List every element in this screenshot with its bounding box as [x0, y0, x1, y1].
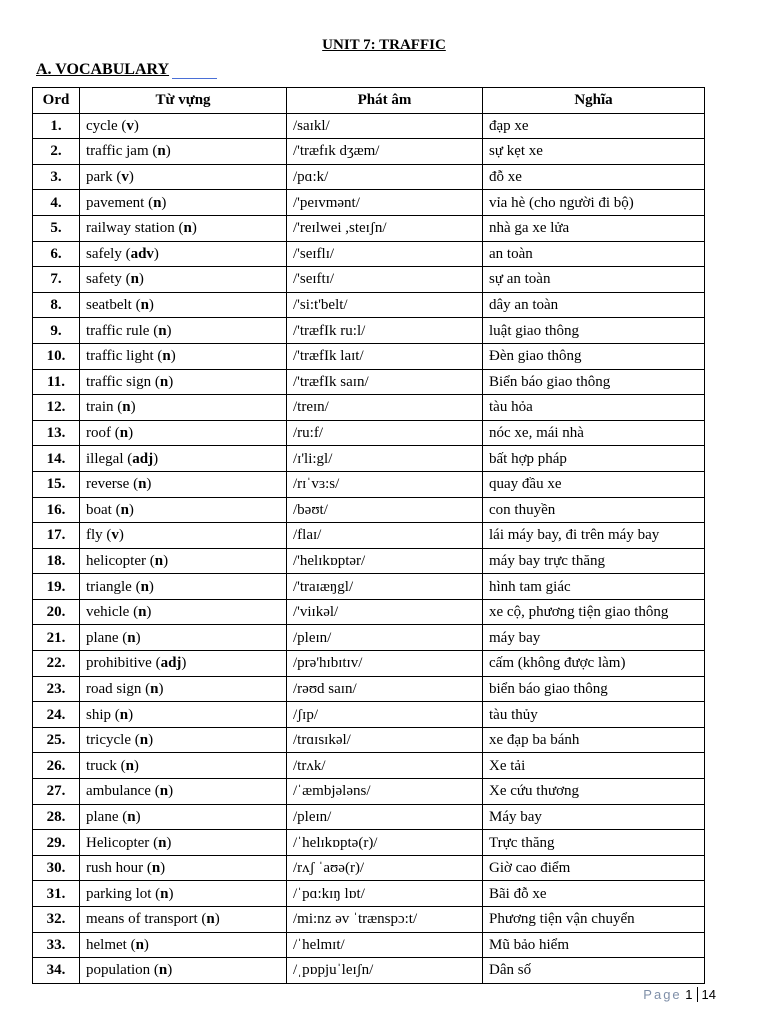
header-word: Từ vựng	[80, 88, 287, 114]
row-word: traffic rule (n)	[80, 318, 287, 344]
part-of-speech: n	[158, 834, 167, 851]
row-word: park (v)	[80, 164, 287, 190]
row-word: helicopter (n)	[80, 548, 287, 574]
table-row	[33, 420, 705, 446]
word-text: fly	[86, 527, 103, 544]
row-pronunciation: /ʃɪp/	[287, 702, 483, 728]
row-ord: 21.	[33, 625, 80, 651]
row-meaning: xe đạp ba bánh	[483, 727, 705, 753]
part-of-speech: n	[127, 629, 136, 646]
row-word: railway station (n)	[80, 215, 287, 241]
table-row	[33, 395, 705, 421]
row-meaning: Xe cứu thương	[483, 779, 705, 805]
vocabulary-table-body	[33, 113, 705, 983]
row-pronunciation: /ru:f/	[287, 420, 483, 446]
word-text: railway station	[86, 220, 175, 237]
row-pronunciation: /rʌʃ ˈaʊə(r)/	[287, 855, 483, 881]
word-text: population	[86, 962, 151, 979]
word-text: cycle	[86, 117, 118, 134]
part-of-speech: n	[138, 604, 147, 621]
table-row	[33, 753, 705, 779]
row-pronunciation: /'træfɪk dʒæm/	[287, 139, 483, 165]
table-row	[33, 599, 705, 625]
row-pronunciation: /ˌpɒpjuˈleɪʃn/	[287, 958, 483, 984]
section-heading: A. VOCABULARY	[36, 61, 170, 78]
row-meaning: Mũ bảo hiểm	[483, 932, 705, 958]
row-word: pavement (n)	[80, 190, 287, 216]
row-ord: 8.	[33, 292, 80, 318]
table-row	[33, 113, 705, 139]
part-of-speech: n	[151, 860, 161, 877]
word-text: prohibitive	[86, 655, 152, 672]
row-word: plane (n)	[80, 625, 287, 651]
row-ord: 22.	[33, 651, 80, 677]
part-of-speech: n	[125, 757, 134, 774]
row-word: parking lot (n)	[80, 881, 287, 907]
table-row	[33, 548, 705, 574]
row-ord: 3.	[33, 164, 80, 190]
row-meaning: Máy bay	[483, 804, 705, 830]
row-ord: 30.	[33, 855, 80, 881]
row-ord: 28.	[33, 804, 80, 830]
row-word: rush hour (n)	[80, 855, 287, 881]
row-meaning: sự an toàn	[483, 267, 705, 293]
row-word: fly (v)	[80, 523, 287, 549]
word-text: helicopter	[86, 552, 146, 569]
word-text: train	[86, 399, 114, 416]
row-word: tricycle (n)	[80, 727, 287, 753]
row-pronunciation: /pleɪn/	[287, 625, 483, 651]
table-row	[33, 164, 705, 190]
part-of-speech: n	[183, 220, 192, 237]
row-pronunciation: /'viɪkəl/	[287, 599, 483, 625]
row-meaning: cấm (không được làm)	[483, 651, 705, 677]
row-word: Helicopter (n)	[80, 830, 287, 856]
part-of-speech: n	[159, 783, 169, 800]
word-text: ship	[86, 706, 112, 723]
header-ord: Ord	[33, 88, 80, 114]
row-pronunciation: /'traɪæŋgl/	[287, 574, 483, 600]
row-meaning: xe cộ, phương tiện giao thông	[483, 599, 705, 625]
word-text: park	[86, 169, 113, 186]
part-of-speech: n	[130, 271, 139, 288]
row-ord: 16.	[33, 497, 80, 523]
row-meaning: lái máy bay, đi trên máy bay	[483, 523, 705, 549]
row-word: traffic jam (n)	[80, 139, 287, 165]
row-pronunciation: /ˈpɑ:kɪŋ lɒt/	[287, 881, 483, 907]
row-meaning: hình tam giác	[483, 574, 705, 600]
row-meaning: Bãi đỗ xe	[483, 881, 705, 907]
word-text: traffic sign	[86, 373, 152, 390]
row-ord: 26.	[33, 753, 80, 779]
table-row	[33, 907, 705, 933]
row-pronunciation: /'peɪvmənt/	[287, 190, 483, 216]
part-of-speech: n	[157, 143, 166, 160]
row-meaning: đỗ xe	[483, 164, 705, 190]
row-meaning: an toàn	[483, 241, 705, 267]
vocabulary-table	[32, 87, 705, 984]
row-ord: 17.	[33, 523, 80, 549]
row-word: truck (n)	[80, 753, 287, 779]
row-pronunciation: /bəʊt/	[287, 497, 483, 523]
word-text: pavement	[86, 194, 145, 211]
row-word: triangle (n)	[80, 574, 287, 600]
part-of-speech: n	[127, 808, 136, 825]
row-ord: 25.	[33, 727, 80, 753]
row-word: safely (adv)	[80, 241, 287, 267]
word-text: parking lot	[86, 885, 152, 902]
part-of-speech: n	[153, 194, 162, 211]
table-row	[33, 779, 705, 805]
row-pronunciation: /'si:t'belt/	[287, 292, 483, 318]
row-meaning: tàu hỏa	[483, 395, 705, 421]
word-text: roof	[86, 425, 111, 442]
section-underline	[172, 78, 217, 79]
page-label: Page	[643, 987, 682, 1002]
row-ord: 34.	[33, 958, 80, 984]
part-of-speech: n	[158, 322, 167, 339]
page-footer	[643, 987, 716, 1002]
row-pronunciation: /'seɪflɪ/	[287, 241, 483, 267]
row-ord: 7.	[33, 267, 80, 293]
table-row	[33, 727, 705, 753]
part-of-speech: n	[154, 552, 164, 569]
row-word: prohibitive (adj)	[80, 651, 287, 677]
part-of-speech: n	[122, 399, 131, 416]
part-of-speech: n	[140, 297, 149, 314]
word-text: traffic rule	[86, 322, 150, 339]
row-meaning: Trực thăng	[483, 830, 705, 856]
row-word: vehicle (n)	[80, 599, 287, 625]
table-row	[33, 804, 705, 830]
word-text: road sign	[86, 680, 142, 697]
part-of-speech: n	[119, 425, 129, 442]
row-ord: 18.	[33, 548, 80, 574]
table-row	[33, 267, 705, 293]
word-text: rush hour	[86, 860, 144, 877]
word-text: plane	[86, 808, 119, 825]
table-row	[33, 574, 705, 600]
part-of-speech: n	[160, 885, 169, 902]
row-ord: 33.	[33, 932, 80, 958]
page-total: 14	[701, 987, 716, 1002]
row-ord: 23.	[33, 676, 80, 702]
table-row	[33, 471, 705, 497]
row-pronunciation: /rəʊd saɪn/	[287, 676, 483, 702]
row-word: traffic sign (n)	[80, 369, 287, 395]
row-ord: 9.	[33, 318, 80, 344]
row-meaning: Biển báo giao thông	[483, 369, 705, 395]
row-word: boat (n)	[80, 497, 287, 523]
part-of-speech: n	[120, 501, 129, 518]
row-meaning: con thuyền	[483, 497, 705, 523]
row-pronunciation: /ˈhelɪkɒptə(r)/	[287, 830, 483, 856]
row-ord: 19.	[33, 574, 80, 600]
row-word: helmet (n)	[80, 932, 287, 958]
row-meaning: nóc xe, mái nhà	[483, 420, 705, 446]
table-row	[33, 343, 705, 369]
word-text: seatbelt	[86, 297, 132, 314]
row-pronunciation: /rɪˈvɜ:s/	[287, 471, 483, 497]
row-word: plane (n)	[80, 804, 287, 830]
row-meaning: luật giao thông	[483, 318, 705, 344]
word-text: Helicopter	[86, 834, 150, 851]
part-of-speech: adv	[130, 245, 154, 262]
part-of-speech: n	[139, 732, 149, 749]
word-text: plane	[86, 629, 119, 646]
row-meaning: Giờ cao điểm	[483, 855, 705, 881]
part-of-speech: v	[111, 527, 119, 544]
row-ord: 11.	[33, 369, 80, 395]
row-pronunciation: /'træfIk laɪt/	[287, 343, 483, 369]
row-ord: 4.	[33, 190, 80, 216]
row-pronunciation: /ˈhelmɪt/	[287, 932, 483, 958]
part-of-speech: n	[119, 706, 129, 723]
row-word: seatbelt (n)	[80, 292, 287, 318]
row-pronunciation: /flaɪ/	[287, 523, 483, 549]
word-text: triangle	[86, 578, 132, 595]
row-ord: 6.	[33, 241, 80, 267]
word-text: illegal	[86, 450, 124, 467]
row-meaning: Phương tiện vận chuyển	[483, 907, 705, 933]
row-pronunciation: /'seɪftɪ/	[287, 267, 483, 293]
page-current: 1	[685, 987, 693, 1002]
part-of-speech: v	[121, 169, 129, 186]
row-word: ship (n)	[80, 702, 287, 728]
row-pronunciation: /'helɪkɒptər/	[287, 548, 483, 574]
row-ord: 29.	[33, 830, 80, 856]
word-text: vehicle	[86, 604, 130, 621]
table-row	[33, 292, 705, 318]
part-of-speech: n	[135, 936, 144, 953]
row-pronunciation: /ɪ'li:gl/	[287, 446, 483, 472]
row-meaning: tàu thủy	[483, 702, 705, 728]
row-word: cycle (v)	[80, 113, 287, 139]
header-meaning: Nghĩa	[483, 88, 705, 114]
row-pronunciation: /mi:nz əv ˈtrænspɔ:t/	[287, 907, 483, 933]
row-word: train (n)	[80, 395, 287, 421]
table-row	[33, 932, 705, 958]
row-word: ambulance (n)	[80, 779, 287, 805]
row-meaning: vỉa hè (cho người đi bộ)	[483, 190, 705, 216]
table-header-row	[33, 88, 705, 114]
part-of-speech: n	[162, 348, 171, 365]
table-row	[33, 651, 705, 677]
table-row	[33, 958, 705, 984]
table-row	[33, 855, 705, 881]
table-row	[33, 497, 705, 523]
row-meaning: bất hợp pháp	[483, 446, 705, 472]
row-ord: 20.	[33, 599, 80, 625]
row-pronunciation: /pɑ:k/	[287, 164, 483, 190]
row-pronunciation: /trʌk/	[287, 753, 483, 779]
header-pronunciation: Phát âm	[287, 88, 483, 114]
row-pronunciation: /treɪn/	[287, 395, 483, 421]
part-of-speech: n	[159, 373, 169, 390]
row-ord: 13.	[33, 420, 80, 446]
part-of-speech: n	[158, 962, 168, 979]
table-row	[33, 830, 705, 856]
row-pronunciation: /'træfIk saɪn/	[287, 369, 483, 395]
page-title: UNIT 7: TRAFFIC	[322, 37, 446, 53]
word-text: helmet	[86, 936, 127, 953]
table-row	[33, 881, 705, 907]
row-ord: 1.	[33, 113, 80, 139]
row-ord: 14.	[33, 446, 80, 472]
table-row	[33, 523, 705, 549]
row-pronunciation: /pleɪn/	[287, 804, 483, 830]
row-meaning: đạp xe	[483, 113, 705, 139]
row-meaning: sự kẹt xe	[483, 139, 705, 165]
word-text: means of transport	[86, 911, 198, 928]
row-word: illegal (adj)	[80, 446, 287, 472]
row-ord: 5.	[33, 215, 80, 241]
word-text: reverse	[86, 476, 130, 493]
table-row	[33, 446, 705, 472]
row-meaning: biển báo giao thông	[483, 676, 705, 702]
table-row	[33, 676, 705, 702]
part-of-speech: adj	[160, 655, 182, 672]
row-ord: 31.	[33, 881, 80, 907]
row-ord: 10.	[33, 343, 80, 369]
row-ord: 27.	[33, 779, 80, 805]
row-meaning: Dân số	[483, 958, 705, 984]
row-ord: 32.	[33, 907, 80, 933]
row-ord: 12.	[33, 395, 80, 421]
row-ord: 15.	[33, 471, 80, 497]
row-pronunciation: /prə'hɪbɪtɪv/	[287, 651, 483, 677]
row-meaning: nhà ga xe lửa	[483, 215, 705, 241]
word-text: safety	[86, 271, 122, 288]
row-pronunciation: /'træfIk ru:l/	[287, 318, 483, 344]
row-meaning: quay đầu xe	[483, 471, 705, 497]
page-separator	[697, 987, 698, 1002]
table-row	[33, 190, 705, 216]
table-row	[33, 625, 705, 651]
word-text: ambulance	[86, 783, 151, 800]
row-ord: 24.	[33, 702, 80, 728]
row-word: reverse (n)	[80, 471, 287, 497]
row-meaning: Xe tải	[483, 753, 705, 779]
row-meaning: máy bay trực thăng	[483, 548, 705, 574]
part-of-speech: n	[206, 911, 215, 928]
row-pronunciation: /saɪkl/	[287, 113, 483, 139]
part-of-speech: adj	[132, 450, 154, 467]
part-of-speech: v	[126, 117, 134, 134]
word-text: traffic jam	[86, 143, 149, 160]
row-word: means of transport (n)	[80, 907, 287, 933]
row-word: roof (n)	[80, 420, 287, 446]
table-row	[33, 241, 705, 267]
row-word: population (n)	[80, 958, 287, 984]
word-text: traffic light	[86, 348, 154, 365]
word-text: truck	[86, 757, 117, 774]
row-word: safety (n)	[80, 267, 287, 293]
word-text: tricycle	[86, 732, 131, 749]
row-meaning: máy bay	[483, 625, 705, 651]
word-text: boat	[86, 501, 112, 518]
row-meaning: dây an toàn	[483, 292, 705, 318]
table-row	[33, 139, 705, 165]
word-text: safely	[86, 245, 122, 262]
row-ord: 2.	[33, 139, 80, 165]
row-word: traffic light (n)	[80, 343, 287, 369]
part-of-speech: n	[150, 680, 159, 697]
table-row	[33, 702, 705, 728]
table-row	[33, 369, 705, 395]
row-meaning: Đèn giao thông	[483, 343, 705, 369]
row-pronunciation: /trɑɪsɪkəl/	[287, 727, 483, 753]
row-pronunciation: /ˈæmbjələns/	[287, 779, 483, 805]
part-of-speech: n	[140, 578, 149, 595]
row-pronunciation: /'reɪlwei ,steɪʃn/	[287, 215, 483, 241]
table-row	[33, 318, 705, 344]
row-word: road sign (n)	[80, 676, 287, 702]
part-of-speech: n	[138, 476, 147, 493]
table-row	[33, 215, 705, 241]
